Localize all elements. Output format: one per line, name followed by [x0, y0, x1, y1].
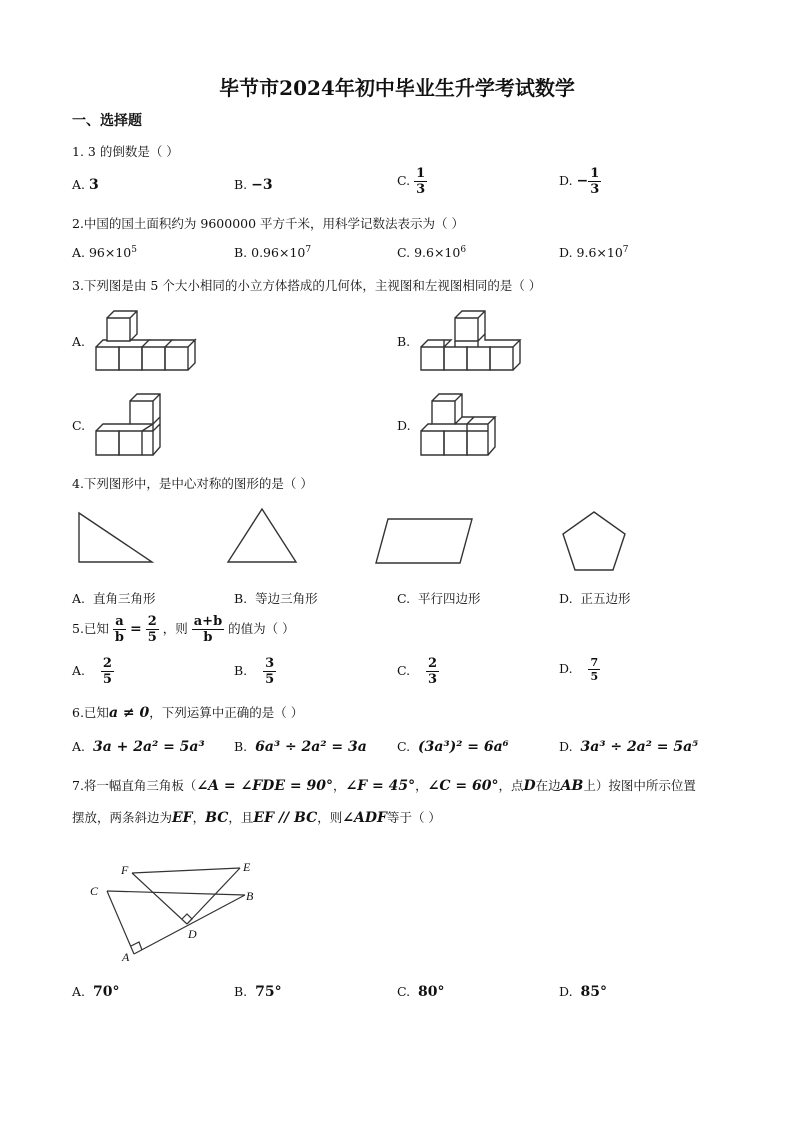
- numerator: 2: [102, 656, 112, 671]
- question-7-stem-line1: [72, 776, 696, 794]
- numerator: a+b: [193, 614, 223, 629]
- question-6-stem: [72, 703, 303, 721]
- q6-option-a[interactable]: [72, 739, 205, 755]
- triangle-set-square-figure: [85, 860, 270, 965]
- question-1-stem: 1. 3 的倒数是（ ）: [72, 144, 179, 159]
- minus-sign: −: [576, 173, 589, 189]
- stem-text: 上）按图中所示位置: [583, 778, 696, 793]
- math-expression: AB: [560, 778, 584, 794]
- q7-option-c[interactable]: [397, 984, 445, 1000]
- math-expression: EF // BC: [253, 810, 318, 826]
- q5-option-b[interactable]: [234, 656, 276, 687]
- q4-option-c[interactable]: [397, 589, 481, 607]
- stem-text: 摆放，两条斜边为: [72, 810, 173, 825]
- stem-text: 的值为（ ）: [228, 621, 295, 636]
- option-label: A.: [72, 984, 86, 999]
- q5-option-a[interactable]: [72, 656, 114, 687]
- fraction: [588, 656, 600, 683]
- stem-text: ，: [332, 778, 346, 793]
- option-value: 75°: [255, 984, 282, 1000]
- option-expression: 3a³ ÷ 2a² = 5a⁵: [580, 739, 699, 755]
- stem-text: 5.已知: [72, 621, 109, 636]
- option-label: A.: [72, 177, 86, 192]
- denominator: 5: [590, 670, 599, 683]
- equilateral-triangle-figure: [226, 508, 298, 564]
- option-label: D.: [559, 661, 573, 676]
- q1-option-c[interactable]: [397, 166, 427, 197]
- fraction: [426, 656, 439, 687]
- option-label: C.: [397, 173, 411, 188]
- option-label: B.: [234, 663, 248, 678]
- question-4-stem: 4.下列图形中，是中心对称的图形的是（ ）: [72, 476, 313, 491]
- option-label: D.: [559, 739, 573, 754]
- q3-option-c-label[interactable]: C.: [72, 418, 86, 433]
- q6-option-d[interactable]: [559, 739, 698, 755]
- page-title: 毕节市2024年初中毕业生升学考试数学: [219, 76, 575, 100]
- option-label: C.: [397, 984, 411, 999]
- q7-option-a[interactable]: [72, 984, 119, 1000]
- math-expression: BC: [205, 810, 229, 826]
- numerator: 2: [428, 656, 438, 671]
- question-2-stem: 2.中国的国土面积约为 9600000 平方千米，用科学记数法表示为（ ）: [72, 216, 465, 231]
- option-label: B.: [234, 177, 248, 192]
- math-expression: ∠A = ∠FDE = 90°: [196, 778, 333, 794]
- denominator: 3: [416, 182, 426, 197]
- parallelogram-figure: [374, 517, 474, 565]
- numerator: 1: [416, 166, 426, 181]
- option-value: −3: [251, 177, 273, 193]
- option-label: C.: [397, 663, 411, 678]
- question-7-stem-line2: [72, 808, 441, 826]
- stem-text: 7.将一幅直角三角板（: [72, 778, 197, 793]
- option-text: B. 0.96×10: [234, 245, 306, 261]
- stem-text: 6.已知: [72, 705, 109, 720]
- q2-option-b[interactable]: [234, 245, 311, 260]
- q3-figure-c: [95, 393, 170, 457]
- q2-option-d[interactable]: [559, 245, 629, 260]
- q1-option-b[interactable]: [234, 177, 273, 193]
- numerator: 7: [590, 656, 599, 669]
- point-label-b: B: [246, 889, 254, 903]
- q3-figure-a: [95, 310, 195, 372]
- numerator: a: [115, 614, 124, 629]
- exponent: 6: [460, 245, 467, 255]
- fraction-a-plus-b-over-b: [192, 614, 224, 645]
- option-label: D.: [559, 591, 573, 606]
- q1-option-d[interactable]: [559, 166, 601, 197]
- q7-option-d[interactable]: [559, 984, 607, 1000]
- option-text: 平行四边形: [418, 591, 481, 606]
- option-text: 等边三角形: [255, 591, 318, 606]
- option-text: 直角三角形: [92, 591, 156, 606]
- exponent: 5: [131, 245, 137, 255]
- stem-text: ，且: [228, 810, 254, 825]
- option-text: 正五边形: [580, 591, 631, 606]
- q3-option-d-label[interactable]: D.: [397, 418, 411, 433]
- point-label-c: C: [90, 884, 99, 898]
- option-expression: (3a³)² = 6a⁶: [418, 739, 509, 755]
- math-expression: EF: [172, 810, 193, 826]
- stem-text: ，下列运算中正确的是（ ）: [149, 705, 304, 720]
- q2-option-a[interactable]: [72, 245, 137, 260]
- q5-option-d[interactable]: [559, 656, 600, 683]
- denominator: 3: [428, 672, 438, 687]
- fraction: [414, 166, 427, 197]
- option-label: C.: [397, 591, 411, 606]
- fraction: [588, 166, 601, 197]
- q1-option-a[interactable]: [72, 177, 99, 193]
- math-expression: ∠F = 45°: [345, 778, 416, 794]
- point-label-f: F: [121, 863, 129, 877]
- math-expression: ∠C = 60°: [427, 778, 499, 794]
- stem-text: ，则: [317, 810, 343, 825]
- q5-option-c[interactable]: [397, 656, 439, 687]
- option-label: A.: [72, 663, 86, 678]
- option-text: C. 9.6×10: [397, 245, 461, 261]
- q7-option-b[interactable]: [234, 984, 282, 1000]
- question-3-stem: 3.下列图是由 5 个大小相同的小立方体搭成的几何体，主视图和左视图相同的是（ ）: [72, 278, 542, 293]
- q3-option-b-label[interactable]: B.: [397, 334, 411, 349]
- denominator: 3: [590, 182, 600, 197]
- option-label: A.: [72, 591, 86, 606]
- q3-figure-d: [420, 393, 495, 457]
- option-label: B.: [234, 739, 248, 754]
- denominator: b: [114, 630, 125, 645]
- q6-option-c[interactable]: [397, 739, 509, 755]
- q4-option-b[interactable]: [234, 589, 318, 607]
- math-expression: ∠ADF: [342, 810, 387, 826]
- denominator: b: [203, 630, 213, 645]
- numerator: 2: [147, 614, 157, 629]
- option-value: 85°: [580, 984, 607, 1000]
- math-expression: D: [523, 778, 536, 794]
- stem-text: ，: [192, 810, 206, 825]
- q6-option-b[interactable]: [234, 739, 367, 755]
- numerator: 1: [590, 166, 600, 181]
- point-label-d: D: [188, 927, 197, 941]
- stem-text: ，点: [498, 778, 524, 793]
- fraction-a-over-b: [113, 614, 126, 645]
- fraction-2-over-5: [146, 614, 159, 645]
- q4-option-d[interactable]: [559, 589, 631, 607]
- option-value: 80°: [418, 984, 445, 1000]
- fraction: [263, 656, 276, 687]
- section-heading: 一、选择题: [72, 113, 142, 129]
- option-label: D.: [559, 984, 573, 999]
- q2-option-c[interactable]: [397, 245, 466, 260]
- right-triangle-figure: [78, 512, 154, 564]
- numerator: 3: [265, 656, 275, 671]
- equals-sign: =: [130, 621, 142, 637]
- option-value: 3: [89, 177, 99, 193]
- q3-option-a-label[interactable]: A.: [72, 334, 86, 349]
- denominator: 5: [102, 672, 112, 687]
- option-label: C.: [397, 739, 411, 754]
- denominator: 5: [265, 672, 275, 687]
- pentagon-figure: [561, 510, 627, 572]
- stem-text: ，则: [162, 621, 188, 636]
- option-text: D. 9.6×10: [559, 245, 623, 261]
- option-label: A.: [72, 739, 86, 754]
- q3-figure-b: [420, 310, 520, 372]
- exponent: 7: [305, 245, 312, 255]
- option-text: A. 96×10: [72, 245, 132, 261]
- math-condition: a ≠ 0: [108, 705, 150, 721]
- point-label-a: A: [122, 950, 130, 964]
- option-label: D.: [559, 173, 573, 188]
- option-expression: 6a³ ÷ 2a² = 3a: [255, 739, 367, 755]
- stem-text: 等于（ ）: [386, 810, 441, 825]
- stem-text: ，: [415, 778, 428, 793]
- fraction: [101, 656, 114, 687]
- question-5-stem: [72, 614, 295, 645]
- exponent: 7: [622, 245, 629, 255]
- stem-text: 在边: [535, 778, 561, 793]
- denominator: 5: [147, 630, 157, 645]
- q4-option-a[interactable]: [72, 589, 155, 607]
- point-label-e: E: [243, 860, 251, 874]
- option-label: B.: [234, 591, 248, 606]
- option-label: B.: [234, 984, 248, 999]
- option-expression: 3a + 2a² = 5a³: [92, 739, 205, 755]
- option-value: 70°: [92, 984, 120, 1000]
